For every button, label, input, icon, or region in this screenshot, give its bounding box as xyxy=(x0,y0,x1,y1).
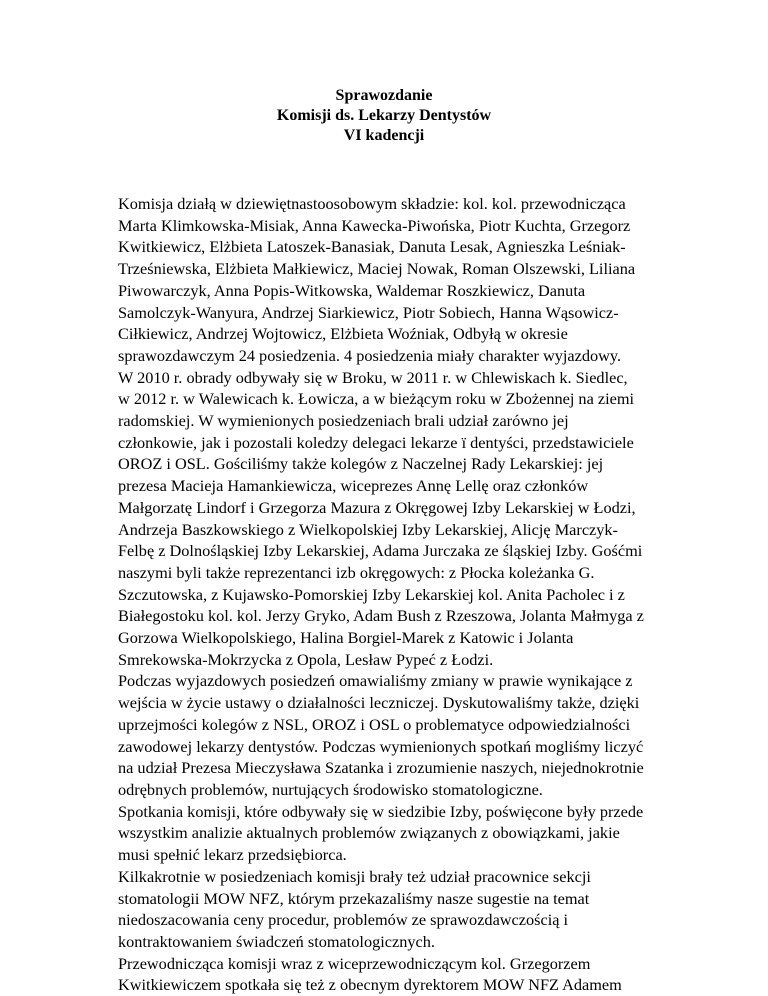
report-body xyxy=(118,193,678,996)
body-line: kontraktowaniem świadczeń stomatologicznych. xyxy=(118,931,435,951)
body-line: wszystkim analizie aktualnych problemów związanych z obowiązkami, jakie xyxy=(118,823,620,843)
body-line: OROZ i OSL. Gościliśmy także kolegów z Naczelnej Rady Lekarskiej: jej xyxy=(118,454,604,474)
body-line: stomatologii MOW NFZ, którym przekazaliśmy nasze sugestie na temat xyxy=(118,888,590,908)
body-line: wejścia w życie ustawy o działalności leczniczej. Dyskutowaliśmy także, dzięki xyxy=(118,693,640,713)
body-line: naszymi byli także reprezentanci izb okręgowych: z Płocka koleżanka G. xyxy=(118,562,595,582)
body-line: Szczutowska, z Kujawsko-Pomorskiej Izby Lekarskiej kol. Anita Pacholec i z xyxy=(118,584,625,604)
body-line: musi spełnić lekarz przedsiębiorca. xyxy=(118,845,347,865)
body-line: W 2010 r. obrady odbywały się w Broku, w 2011 r. w Chlewiskach k. Siedlec, xyxy=(118,367,628,387)
body-line: na udział Prezesa Mieczysława Szatanka i zrozumienie naszych, niejednokrotnie xyxy=(118,758,644,778)
body-line: Spotkania komisji, które odbywały się w siedzibie Izby, poświęcone były przede xyxy=(118,801,644,821)
body-line: radomskiej. W wymienionych posiedzeniach brali udział zarówno jej xyxy=(118,411,569,431)
body-line: Gorzowa Wielkopolskiego, Halina Borgiel-Marek z Katowic i Jolanta xyxy=(118,628,574,648)
body-line: Białegostoku kol. kol. Jerzy Gryko, Adam Bush z Rzeszowa, Jolanta Małmyga z xyxy=(118,606,644,626)
body-line: Piwowarczyk, Anna Popis-Witkowska, Waldemar Roszkiewicz, Danuta xyxy=(118,280,586,300)
body-line: Przewodnicząca komisji wraz z wiceprzewodniczącym kol. Grzegorzem xyxy=(118,953,591,973)
body-line: Kwitkiewicz, Elżbieta Latoszek-Banasiak, Danuta Lesak, Agnieszka Leśniak- xyxy=(118,237,626,257)
body-line: odrębnych problemów, nurtujących środowisko stomatologiczne. xyxy=(118,779,543,799)
body-line: uprzejmości kolegów z NSL, OROZ i OSL o problematyce odpowiedzialności xyxy=(118,714,631,734)
body-line: niedoszacowania ceny procedur, problemów ze sprawozdawczością i xyxy=(118,910,569,930)
body-line: Felbę z Dolnośląskiej Izby Lekarskiej, Adama Jurczaka ze śląskiej Izby. Gośćmi xyxy=(118,541,643,561)
body-line: Andrzeja Baszkowskiego z Wielkopolskiej Izby Lekarskiej, Alicję Marczyk- xyxy=(118,519,618,539)
body-line: Kwitkiewiczem spotkała się też z obecnym dyrektorem MOW NFZ Adamem xyxy=(118,975,622,995)
body-line: Samolczyk-Wanyura, Andrzej Siarkiewicz, Piotr Sobiech, Hanna Wąsowicz- xyxy=(118,302,619,322)
document-term: VI kadencji xyxy=(343,127,425,144)
body-line: prezesa Macieja Hamankiewicza, wiceprezes Annę Lellę oraz członków xyxy=(118,476,589,496)
body-line: Małgorzatę Lindorf i Grzegorza Mazura z Okręgowej Izby Lekarskiej w Łodzi, xyxy=(118,497,636,517)
body-line: członkowie, jak i pozostali koledzy delegaci lekarze ï dentyści, przedstawiciele xyxy=(118,432,634,452)
body-line: Podczas wyjazdowych posiedzeń omawialiśmy zmiany w prawie wynikające z xyxy=(118,671,633,691)
body-line: sprawozdawczym 24 posiedzenia. 4 posiedzenia miały charakter wyjazdowy. xyxy=(118,345,622,365)
body-line: Marta Klimkowska-Misiak, Anna Kawecka-Piwońska, Piotr Kuchta, Grzegorz xyxy=(118,215,631,235)
body-line: Smrekowska-Mokrzycka z Opola, Lesław Pypeć z Łodzi. xyxy=(118,649,494,669)
document-title: Sprawozdanie xyxy=(335,87,433,104)
document-header xyxy=(0,86,768,146)
body-line: Komisja działą w dziewiętnastoosobowym składzie: kol. kol. przewodnicząca xyxy=(118,194,626,213)
body-line: Ciłkiewicz, Andrzej Wojtowicz, Elżbieta Woźniak, Odbyłą w okresie xyxy=(118,324,568,344)
body-line: Kilkakrotnie w posiedzeniach komisji brały też udział pracownice sekcji xyxy=(118,866,591,886)
body-line: Trześniewska, Elżbieta Małkiewicz, Maciej Nowak, Roman Olszewski, Liliana xyxy=(118,259,636,279)
document-subtitle: Komisji ds. Lekarzy Dentystów xyxy=(276,107,492,124)
body-line: zawodowej lekarzy dentystów. Podczas wymienionych spotkań mogliśmy liczyć xyxy=(118,736,644,756)
body-line: w 2012 r. w Walewicach k. Łowicza, a w bieżącym roku w Zbożennej na ziemi xyxy=(118,389,635,409)
